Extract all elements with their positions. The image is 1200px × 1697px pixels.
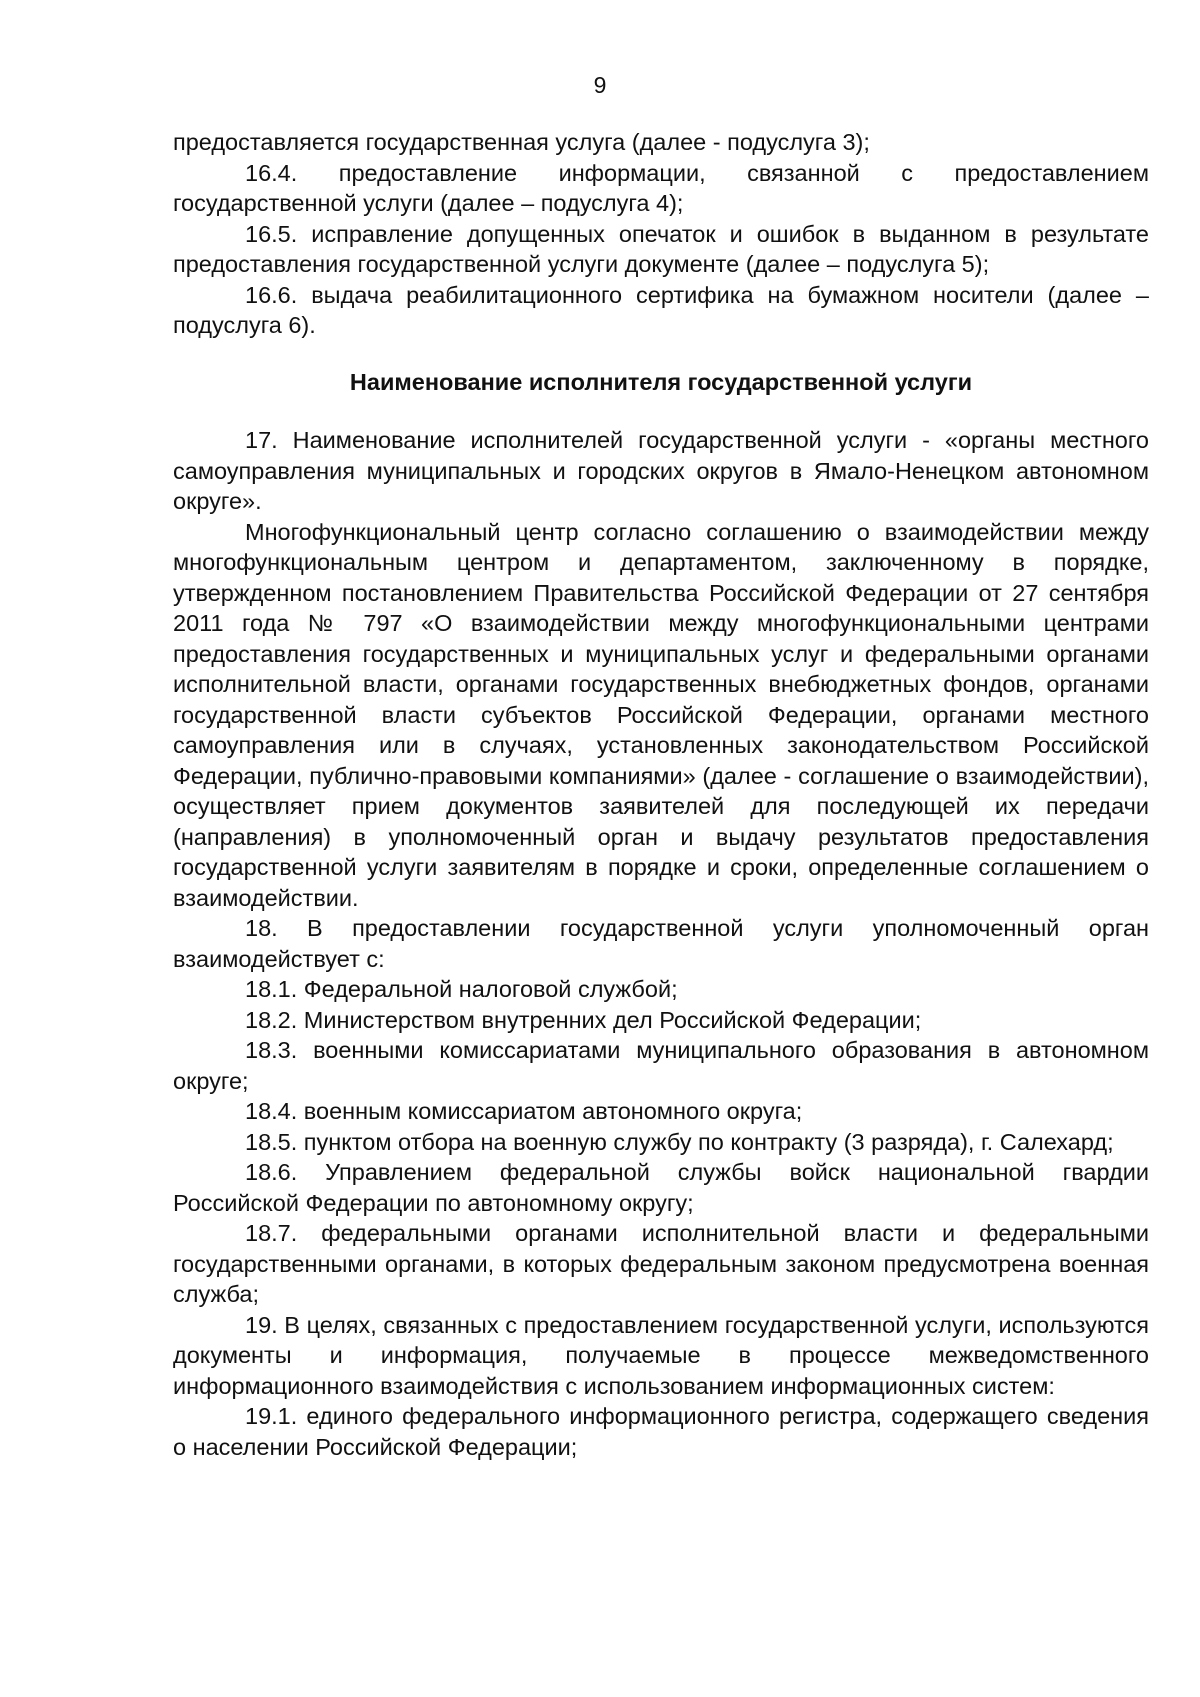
paragraph: 18.2. Министерством внутренних дел Российской Федерации; [245, 1006, 922, 1033]
paragraph: 16.4. предоставление информации, связанной с предоставлением государственной услуги (далее – подуслуга 4); [173, 159, 1149, 216]
paragraph: Многофункциональный центр согласно соглашению о взаимодействии между многофункциональным центром и департаментом, заключенному в порядке, утвержденном постановлением Правительства Российской Федерации от 27 сентября 2011 года № 797 «О взаимодействии между многофункциональными центрами предоставления государственных и муниципальных услуг и федеральными органами исполнительной власти, органами государственных внебюджетных фондов, органами государственной власти субъектов Российской Федерации, органами местного самоуправления или в случаях, установленных законодательством Российской Федерации, публично-правовыми компаниями» (далее - соглашение о взаимодействии), осуществляет прием документов заявителей для последующей их передачи (направления) в уполномоченный орган и выдачу результатов предоставления государственной услуги заявителям в порядке и сроки, определенные соглашением о взаимодействии. [173, 518, 1149, 911]
paragraph: 18.3. военными комиссариатами муниципального образования в автономном округе; [173, 1037, 1149, 1094]
paragraph: 18.6. Управлением федеральной службы войск национальной гвардии Российской Федерации по автономному округу; [173, 1159, 1149, 1216]
section-services-list [173, 127, 1149, 341]
paragraph: 16.6. выдача реабилитационного сертифика на бумажном носители (далее – подуслуга 6). [173, 281, 1149, 338]
section-heading: Наименование исполнителя государственной услуги [349, 368, 973, 395]
paragraph: 16.5. исправление допущенных опечаток и ошибок в выданном в результате предоставления государственной услуги документе (далее – подуслуга 5); [173, 220, 1149, 277]
section-executor [173, 425, 1149, 1462]
document-body [173, 127, 1149, 1462]
paragraph: 18.1. Федеральной налоговой службой; [245, 976, 678, 1002]
paragraph: 19.1. единого федерального информационного регистра, содержащего сведения о населении Российской Федерации; [173, 1403, 1149, 1460]
paragraph: 18.4. военным комиссариатом автономного округа; [245, 1098, 803, 1124]
paragraph: 17. Наименование исполнителей государственной услуги - «органы местного самоуправления муниципальных и городских округов в Ямало-Ненецком автономном округе». [173, 427, 1149, 514]
paragraph: 18. В предоставлении государственной услуги уполномоченный орган взаимодействует с: [173, 915, 1149, 972]
paragraph: 18.5. пунктом отбора на военную службу по контракту (3 разряда), г. Салехард; [245, 1128, 1114, 1155]
paragraph: 19. В целях, связанных с предоставлением государственной услуги, используются документы и информация, получаемые в процессе межведомственного информационного взаимодействия с использованием информационных систем: [173, 1311, 1149, 1399]
paragraph: 18.7. федеральными органами исполнительной власти и федеральными государственными органами, в которых федеральным законом предусмотрена военная служба; [173, 1220, 1149, 1307]
paragraph: предоставляется государственная услуга (далее - подуслуга 3); [173, 129, 870, 155]
page-number: 9 [593, 72, 607, 98]
